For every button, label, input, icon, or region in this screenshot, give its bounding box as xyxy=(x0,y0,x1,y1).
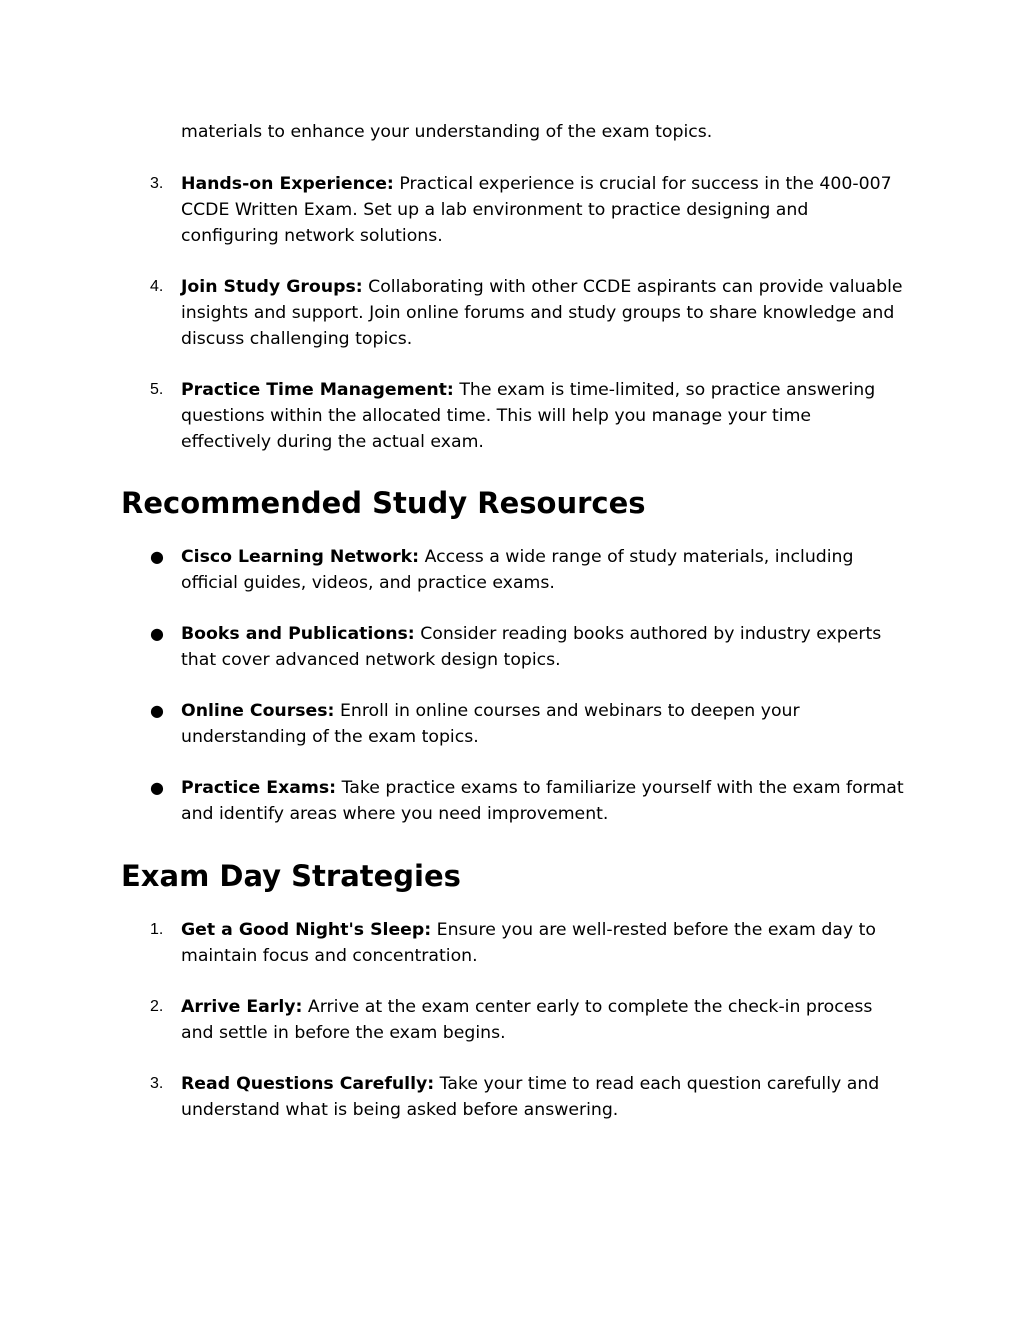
list-item-title: Cisco Learning Network: xyxy=(181,547,420,567)
resources-heading: Recommended Study Resources xyxy=(121,486,646,520)
list-item-title: Read Questions Carefully: xyxy=(181,1074,435,1094)
bullet-icon: ● xyxy=(150,778,164,797)
list-item-title: Books and Publications: xyxy=(181,624,415,644)
list-item-text xyxy=(181,917,906,969)
list-item-body: Enroll in online courses and webinars to deepen your understanding of the exam topics. xyxy=(181,701,800,747)
list-item-title: Practice Time Management: xyxy=(181,380,454,400)
list-item-text xyxy=(181,621,906,673)
list-item-text xyxy=(181,994,906,1046)
list-item-body: Consider reading books authored by industry experts that cover advanced network design topics. xyxy=(181,624,882,670)
list-item-text xyxy=(181,1071,906,1123)
list-number: 3. xyxy=(150,1075,164,1092)
list-item-body: Arrive at the exam center early to complete the check-in process and settle in before the exam begins. xyxy=(181,997,873,1043)
list-number: 4. xyxy=(150,278,164,295)
intro-continuation-text: materials to enhance your understanding of the exam topics. xyxy=(181,122,713,142)
list-item-title: Arrive Early: xyxy=(181,997,303,1017)
list-number: 5. xyxy=(150,381,164,398)
list-item-body: Practical experience is crucial for success in the 400-007 CCDE Written Exam. Set up a lab environment to practice designing and configuring network solutions. xyxy=(181,174,892,246)
list-item-title: Join Study Groups: xyxy=(181,277,363,297)
list-number: 2. xyxy=(150,998,164,1015)
list-item-text xyxy=(181,775,906,827)
list-item-title: Hands-on Experience: xyxy=(181,174,394,194)
list-item-title: Online Courses: xyxy=(181,701,335,721)
bullet-icon: ● xyxy=(150,701,164,720)
list-item-title: Practice Exams: xyxy=(181,778,337,798)
list-item-text xyxy=(181,377,906,455)
list-item-body: Take practice exams to familiarize yourself with the exam format and identify areas where you need improvement. xyxy=(181,778,904,824)
strategies-heading: Exam Day Strategies xyxy=(121,859,461,893)
list-item-body: Ensure you are well-rested before the exam day to maintain focus and concentration. xyxy=(181,920,876,966)
list-item-body: Access a wide range of study materials, including official guides, videos, and practice exams. xyxy=(181,547,854,593)
list-item-text xyxy=(181,274,906,352)
list-number: 3. xyxy=(150,175,164,192)
list-item-text xyxy=(181,544,906,596)
list-item-body: Take your time to read each question carefully and understand what is being asked before answering. xyxy=(181,1074,880,1120)
bullet-icon: ● xyxy=(150,547,164,566)
bullet-icon: ● xyxy=(150,624,164,643)
list-item-text xyxy=(181,698,906,750)
list-item-title: Get a Good Night's Sleep: xyxy=(181,920,432,940)
list-item-text xyxy=(181,171,906,249)
list-item-body: The exam is time-limited, so practice answering questions within the allocated time. This will help you manage your time effectively during the actual exam. xyxy=(181,380,876,452)
list-number: 1. xyxy=(150,921,164,938)
list-item-body: Collaborating with other CCDE aspirants can provide valuable insights and support. Join online forums and study groups to share knowledge and discuss challenging topics. xyxy=(181,277,903,349)
